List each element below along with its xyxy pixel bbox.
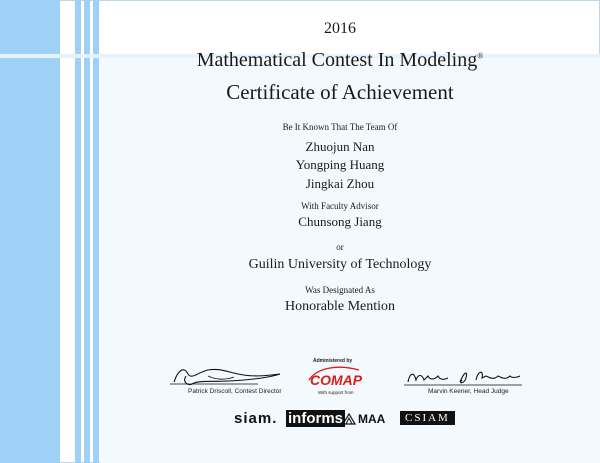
informs-logo: [286, 410, 345, 427]
contest-year: 2016: [324, 20, 356, 37]
administered-by-label: Administered by: [313, 358, 353, 364]
contest-name-text: Mathematical Contest In Modeling: [196, 49, 478, 71]
contest-name: [50, 49, 600, 72]
comap-logo: [307, 364, 363, 388]
team-member: Yongping Huang: [295, 157, 385, 172]
team-intro: Be It Known That The Team Of: [282, 122, 398, 132]
comap-logo-text: COMAP: [310, 372, 363, 388]
faculty-advisor: Chunsong Jiang: [298, 214, 382, 229]
head-judge-signature: [404, 368, 522, 388]
institution-name: Guilin University of Technology: [248, 257, 432, 272]
designation-label: Was Designated As: [305, 285, 375, 295]
head-judge-caption: Marvin Keener, Head Judge: [428, 388, 509, 395]
maa-logo-text: MAA: [358, 412, 386, 426]
registered-mark: ®: [477, 51, 484, 61]
certificate-title: Certificate of Achievement: [226, 80, 454, 104]
director-signature: [168, 362, 288, 388]
team-member: Zhuojun Nan: [305, 139, 375, 154]
informs-logo-text: informs: [288, 410, 344, 427]
siam-logo: siam.: [234, 410, 278, 427]
connector-text: or: [336, 242, 344, 252]
maa-logo: [342, 412, 385, 426]
team-member: Jingkai Zhou: [305, 176, 375, 191]
director-caption: Patrick Driscoll, Contest Director: [188, 388, 282, 395]
advisor-label: With Faculty Advisor: [301, 201, 379, 211]
support-label: With support from: [318, 390, 354, 395]
maa-emblem-icon: [342, 413, 356, 425]
award-designation: Honorable Mention: [284, 299, 396, 314]
csiam-logo: CSIAM: [400, 411, 455, 425]
